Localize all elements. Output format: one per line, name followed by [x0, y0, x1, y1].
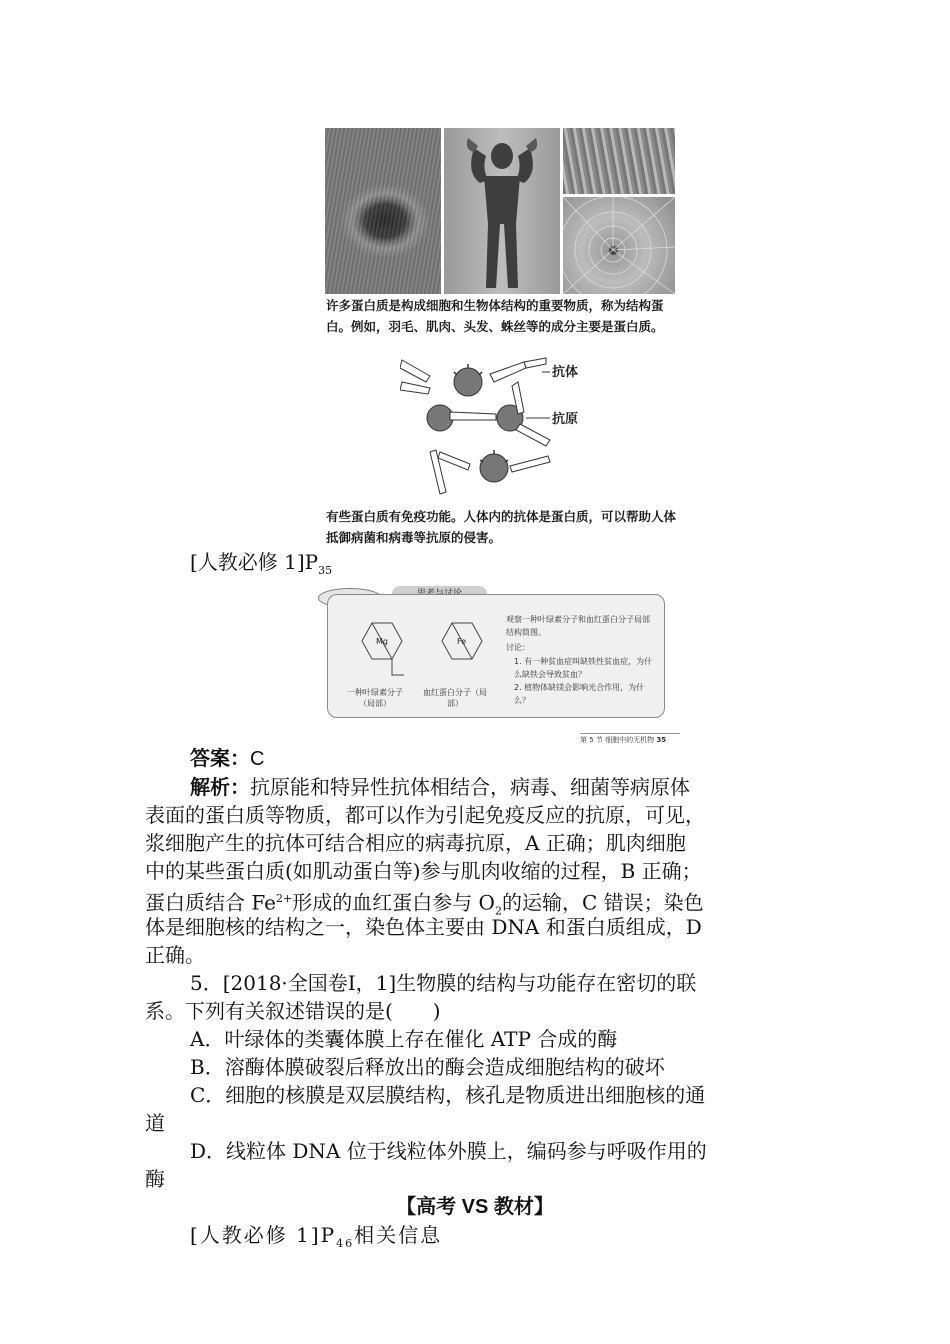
muscle-photo [444, 128, 560, 294]
discussion-q1: 1. 有一种贫血症叫缺铁性贫血症，为什么缺铁会导致贫血？ [514, 657, 653, 679]
textbook-reference-p35 [190, 548, 332, 585]
analysis-line-6: 体是细胞核的结构之一，染色体主要由 DNA 和蛋白质组成，D [145, 915, 702, 939]
answer-line [190, 745, 264, 773]
analysis-line-7: 正确。 [145, 943, 205, 967]
textbook-reference-p46 [190, 1221, 442, 1258]
reference-page: 35 [318, 564, 333, 577]
footer-text: 第 5 节 细胞中的无机物 [580, 736, 655, 744]
discussion-box [327, 594, 665, 718]
fe-center: Fe [457, 637, 467, 646]
question5-option-c-1: C．细胞的核膜是双层膜结构，核孔是物质进出细胞核的通 [190, 1083, 706, 1107]
reference2-text: [人教必修 1]P [190, 1223, 337, 1247]
discussion-intro: 观察一种叶绿素分子和血红蛋白分子局部结构简图。 [506, 615, 650, 637]
section-title: 【高考 VS 教材】 [396, 1196, 554, 1218]
collage-caption: 许多蛋白质是构成细胞和生物体结构的重要物质，称为结构蛋白。例如，羽毛、肌肉、头发、蛛丝等的成分主要是蛋白质。 [326, 298, 664, 334]
bodybuilder-silhouette [444, 128, 560, 294]
antibody-caption: 有些蛋白质有免疫功能。人体内的抗体是蛋白质，可以帮助人体抵御病菌和病毒等抗原的侵害。 [326, 509, 677, 545]
fe-charge: 2+ [275, 892, 293, 905]
textbook-footer [580, 733, 680, 745]
chlorophyll-caption: 一种叶绿素分子（局部） [347, 688, 403, 708]
answer-label: 答案： [190, 748, 250, 770]
question5-option-d-1: D．线粒体 DNA 位于线粒体外膜上，编码参与呼吸作用的 [190, 1139, 707, 1163]
spider-web-lines [563, 197, 675, 294]
o2-subscript: 2 [494, 904, 502, 918]
molecule-structures [342, 613, 492, 693]
question5-option-b: B．溶酶体膜破裂后释放出的酶会造成细胞结构的破坏 [190, 1055, 665, 1079]
reference2-page: 46 [336, 1237, 355, 1250]
mg-center: Mg [376, 637, 388, 646]
antibody-antigen-diagram [400, 352, 600, 504]
question5-option-d-2: 酶 [145, 1167, 165, 1191]
answer-value: C [250, 748, 265, 770]
analysis-text-5b: 形成的血红蛋白参与 O [292, 890, 495, 915]
reference2-tail: 相关信息 [354, 1223, 443, 1247]
question5-stem-2: 系。下列有关叙述错误的是( ) [145, 999, 441, 1023]
feather-photo [325, 128, 441, 294]
antibody-label: 抗体 [552, 365, 579, 380]
reference-text: [人教必修 1]P [190, 550, 319, 574]
question5-option-a: A．叶绿体的类囊体膜上存在催化 ATP 合成的酶 [190, 1027, 618, 1051]
analysis-text-1: 抗原能和特异性抗体相结合，病毒、细菌等病原体 [250, 775, 690, 799]
analysis-label: 解析： [190, 777, 250, 799]
analysis-line-1 [190, 773, 690, 802]
discussion-heading: 讨论： [506, 643, 530, 652]
analysis-line-3: 浆细胞产生的抗体可结合相应的病毒抗原，A 正确；肌肉细胞 [145, 831, 686, 855]
question5-option-c-2: 道 [145, 1111, 165, 1135]
analysis-text-5c: 的运输，C 错误；染色 [501, 890, 704, 915]
discussion-q2: 2. 植物体缺镁会影响光合作用，为什么？ [514, 683, 645, 705]
hemoglobin-caption: 血红蛋白分子（局部） [423, 688, 487, 708]
structural-protein-photo-collage [325, 128, 675, 294]
footer-page: 35 [656, 736, 667, 744]
analysis-line-2: 表面的蛋白质等物质，都可以作为引起免疫反应的抗原，可见， [145, 803, 705, 827]
question5-stem-1: 5．[2018·全国卷Ⅰ，1]生物膜的结构与功能存在密切的联 [190, 971, 697, 995]
analysis-line-4: 中的某些蛋白质(如肌动蛋白等)参与肌肉收缩的过程，B 正确； [145, 859, 702, 883]
hair-photo [563, 128, 675, 194]
antigen-label: 抗原 [552, 412, 579, 427]
analysis-text-5a: 蛋白质结合 Fe [145, 890, 276, 915]
spider-web-photo [563, 197, 675, 294]
